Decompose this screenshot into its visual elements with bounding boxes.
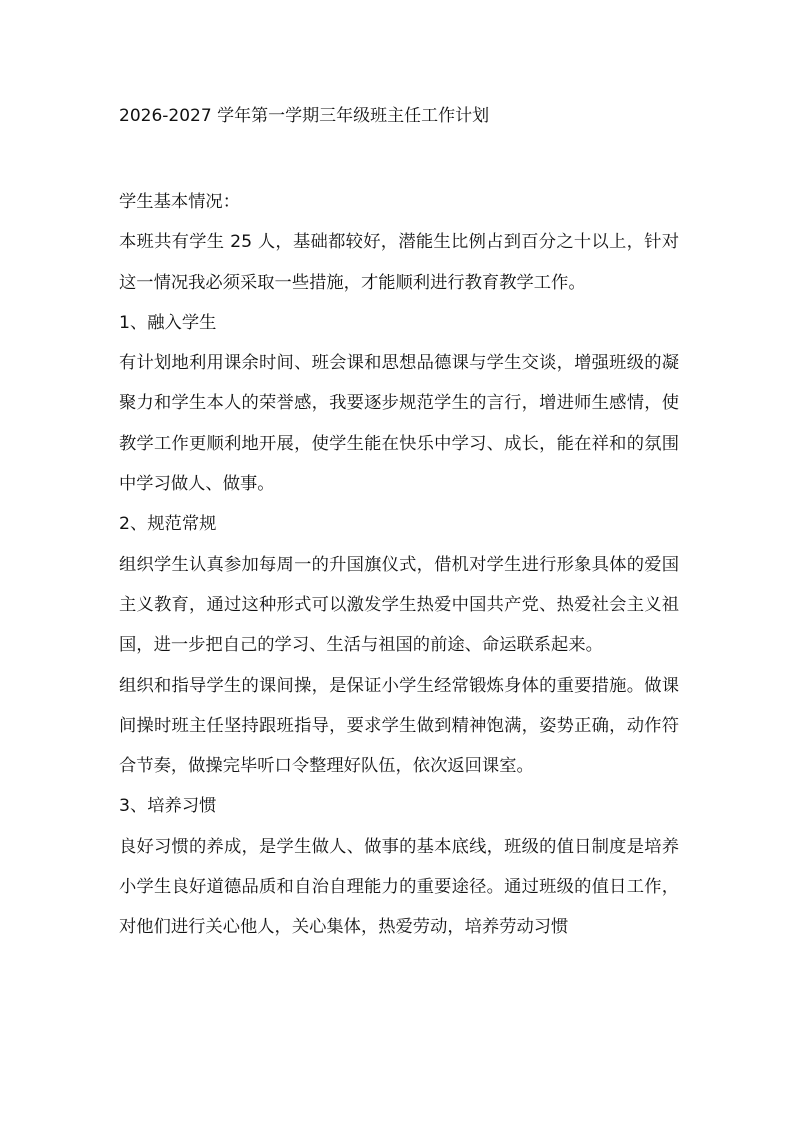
- paragraph-student-info-heading: 学生基本情况：: [119, 192, 240, 212]
- paragraph-section-2b: 组织和指导学生的课间操，是保证小学生经常锻炼身体的重要措施。做课间操时班主任坚持跟班指导，要求学生做到精神饱满，姿势正确，动作符合节奏，做操完毕听口令整理好队伍，依次返回课室。: [119, 675, 679, 777]
- section-heading-2: 2、规范常规: [119, 514, 217, 535]
- paragraph-student-info: 本班共有学生 25 人，基础都较好，潜能生比例占到百分之十以上，针对这一情况我必须采取一些措施，才能顺利进行教育教学工作。: [119, 232, 679, 293]
- paragraph-section-1: 有计划地利用课余时间、班会课和思想品德课与学生交谈，增强班级的凝聚力和学生本人的荣誉感，我要逐步规范学生的言行，增进师生感情，使教学工作更顺利地开展，使学生能在快乐中学习、成长，能在祥和的氛围中学习做人、做事。: [119, 353, 679, 495]
- paragraph-section-3: 良好习惯的养成，是学生做人、做事的基本底线，班级的值日制度是培养小学生良好道德品质和自治自理能力的重要途径。通过班级的值日工作，对他们进行关心他人，关心集体，热爱劳动，培养劳动习惯: [119, 836, 679, 938]
- document-title: 2026-2027 学年第一学期三年级班主任工作计划: [119, 106, 490, 126]
- document-body: [119, 182, 679, 948]
- section-heading-1: 1、融入学生: [119, 312, 217, 333]
- paragraph-section-2a: 组织学生认真参加每周一的升国旗仪式，借机对学生进行形象具体的爱国主义教育，通过这种形式可以激发学生热爱中国共产党、热爱社会主义祖国，进一步把自己的学习、生活与祖国的前途、命运联系起来。: [119, 554, 679, 656]
- section-heading-3: 3、培养习惯: [119, 796, 217, 817]
